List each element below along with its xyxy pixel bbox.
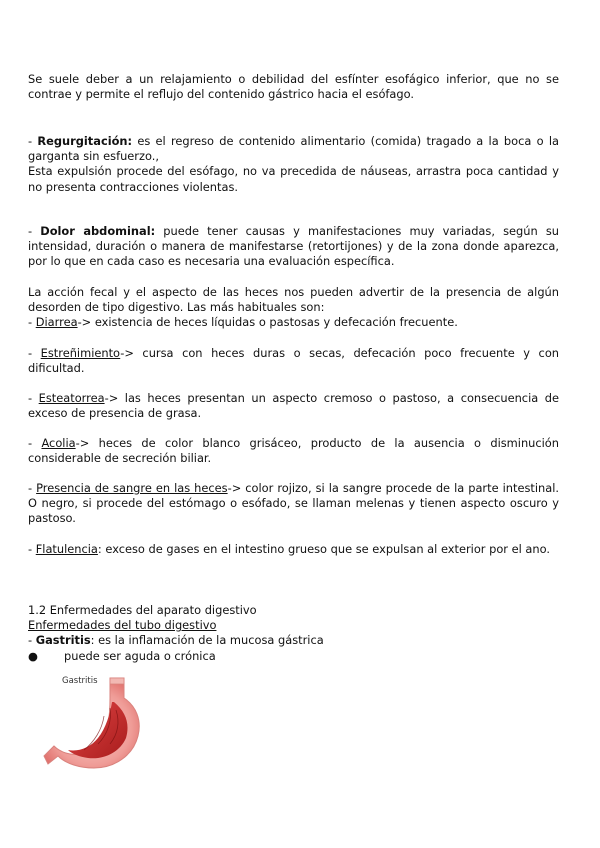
stomach-illustration bbox=[40, 672, 160, 784]
dolor-def: puede tener causas y manifestaciones muy variadas, según su intensidad, duración o manera de manifestarse (retortijones) y de la zona donde aparezca, por lo que en cada caso es necesaria una evaluación específica. bbox=[28, 224, 559, 269]
esteatorrea-term: Esteatorrea bbox=[38, 391, 105, 405]
list-item: - Estreñimiento-> cursa con heces duras o secas, defecación poco frecuente y con dificultad. bbox=[28, 346, 560, 376]
regurgitacion-def: es el regreso de contenido alimentario (comida) tragado a la boca o la garganta sin esfuerzo., bbox=[28, 134, 560, 164]
bullet-icon: ● bbox=[28, 648, 38, 663]
dolor-dash: - bbox=[28, 224, 41, 238]
regurgitacion-dash: - bbox=[28, 134, 38, 148]
section-heading: 1.2 Enfermedades del aparato digestivo bbox=[28, 603, 257, 617]
fecal-intro: La acción fecal y el aspecto de las heces nos pueden advertir de la presencia de algún desorden de tipo digestivo. Las más habituales son: bbox=[28, 285, 559, 315]
acolia-term: Acolia bbox=[41, 436, 76, 450]
sangre-term: Presencia de sangre en las heces bbox=[36, 481, 228, 495]
fecal-paragraph bbox=[28, 285, 559, 331]
intro-paragraph: Se suele deber a un relajamiento o debilidad del esfínter esofágico inferior, que no se contrae y permite el reflujo del contenido gástrico hacia el esófago. bbox=[28, 72, 559, 102]
list-item: - Esteatorrea-> las heces presentan un aspecto cremoso o pastoso, a consecuencia de exceso de presencia de grasa. bbox=[28, 391, 559, 421]
regurgitacion-extra: Esta expulsión procede del esófago, no va precedida de náuseas, arrastra poca cantidad y no presenta contracciones violentas. bbox=[28, 164, 559, 194]
dolor-paragraph bbox=[28, 224, 559, 270]
list-item: - Diarrea-> existencia de heces líquidas o pastosas y defecación frecuente. bbox=[28, 315, 458, 330]
list-item: - Presencia de sangre en las heces-> color rojizo, si la sangre procede de la parte intestinal. O negro, si procede del estómago o esófado, se llaman melenas y tienen aspecto oscuro y pastoso. bbox=[28, 481, 559, 526]
flatulencia-term: Flatulencia bbox=[35, 542, 98, 556]
gastritis-line: - Gastritis: es la inflamación de la mucosa gástrica bbox=[28, 633, 324, 648]
dolor-term: Dolor abdominal: bbox=[40, 224, 156, 238]
diarrea-term: Diarrea bbox=[35, 315, 78, 330]
estrenimiento-term: Estreñimiento bbox=[40, 346, 121, 360]
list-item bbox=[28, 649, 559, 664]
section-block bbox=[28, 603, 559, 664]
list-item: - Acolia-> heces de color blanco grisáceo, producto de la ausencia o disminución considerable de secreción biliar. bbox=[28, 436, 559, 466]
figure-caption: Gastritis bbox=[62, 676, 98, 686]
regurgitacion-term: Regurgitación: bbox=[37, 134, 133, 148]
section-subheading: Enfermedades del tubo digestivo bbox=[28, 618, 217, 633]
stomach-icon bbox=[40, 672, 160, 784]
list-item: - Flatulencia: exceso de gases en el intestino grueso que se expulsan al exterior por el ano. bbox=[28, 542, 550, 556]
gastritis-term: Gastritis bbox=[35, 633, 91, 648]
regurgitacion-paragraph bbox=[28, 134, 559, 195]
bullet-text: puede ser aguda o crónica bbox=[64, 648, 216, 663]
